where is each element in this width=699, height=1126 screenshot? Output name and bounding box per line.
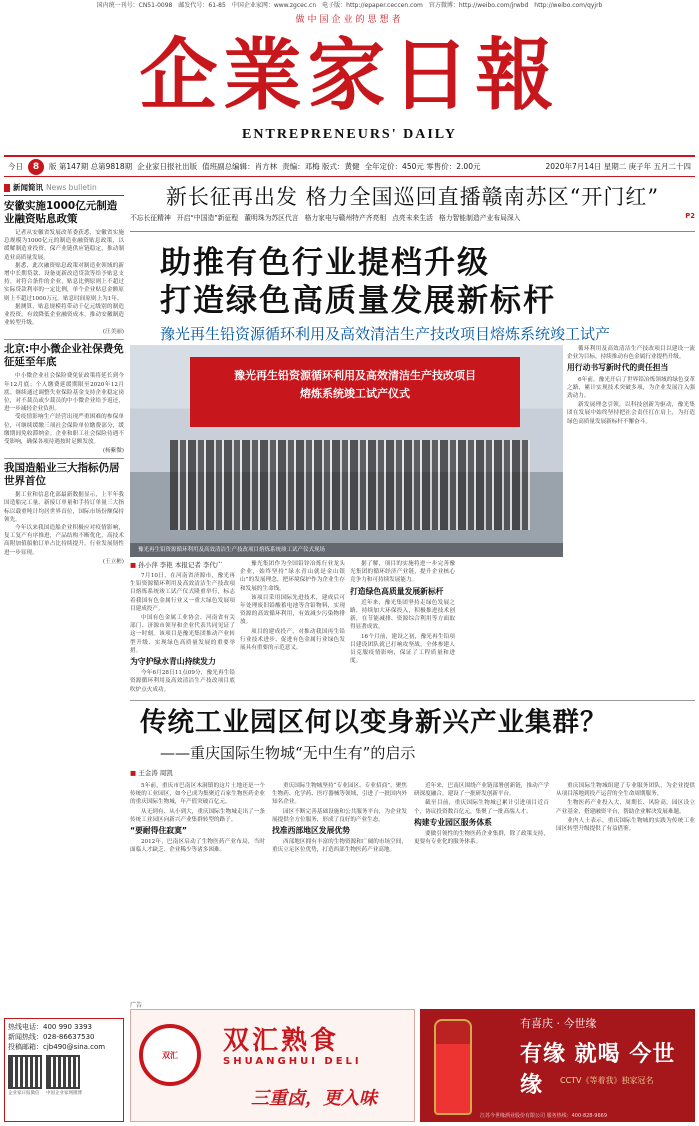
- byline-marker-icon: ■: [130, 561, 137, 569]
- brief-2-paragraph: 中小微企业社会保险费免征政策将延长到今年12月底；个人缴费延缓期限至2020年12月底。继续通过调整失业保险基金支持企业稳定岗位，对不裁员或少裁员的中小微企业给予返还，进一步减轻企业负担。: [4, 373, 124, 413]
- lead-column-3: [350, 560, 455, 698]
- tagline-item: 格力家电与赣州特产齐亮相: [304, 214, 387, 222]
- ad-tagline: 有喜庆 · 今世缘: [520, 1017, 597, 1030]
- paragraph: 重庆国际生物城坚持“专业园区、专业招商”，聚焦生物药、化学药、医疗器械等领域，引进了一批国内外知名企业。: [272, 783, 407, 806]
- paragraph: 重庆国际生物城组建了专业服务团队，为企业提供从项目落地到投产运营的全生命周期服务。: [556, 783, 695, 798]
- paragraph: 近年来，豫光集团坚持走绿色发展之路，持续加大环保投入，积极推进技术创新，在节能减排、资源综合利用等方面取得显著成效。: [350, 599, 455, 631]
- brief-1-paragraph: 记者从安徽省发展改革委获悉，安徽省实施总规模为1000亿元的制造业融资贴息政策，以缓解制造业投资、保产业链供应链稳定，推动制造业高质量发展。: [4, 230, 124, 261]
- paragraph: 16个月前，建设之初，豫光再生铅项目建设团队就已打响攻坚战，全体参建人员克服疫情影响，保证了工程质量和进度。: [350, 633, 455, 665]
- lead-photo: [130, 345, 563, 557]
- hotline-text: 热线电话：400 990 3393: [8, 1023, 92, 1031]
- lead-headline-line: 打造绿色高质量发展新标杆: [160, 283, 556, 319]
- newspaper-logo: 企業家日報: [139, 30, 560, 121]
- section-marker-icon: [4, 184, 10, 192]
- ad-brand-pinyin: SHUANGHUI DELI: [223, 1056, 362, 1067]
- paragraph: 6年前，豫光开启了世界铅冶炼领域的绿色变革之路，累计实现技术突破多项，为企业发展注入强劲动力。: [567, 376, 695, 400]
- ad-slogan: 三重卤，更入味: [251, 1088, 377, 1109]
- editors: 责编：邓梅 版式：黄健: [282, 162, 360, 171]
- story2-byline: [130, 768, 173, 777]
- lead-subtitle: 豫光再生铅资源循环利用及高效清洁生产技改项目熔炼系统竣工试产: [160, 325, 611, 343]
- paragraph: 豫光集团作为全国铅锌冶炼行业龙头企业，始终坚持“绿水青山就是金山银山”的发展理念，把环境保护作为企业生存和发展的生命线。: [240, 561, 345, 592]
- tagline-item: 不忘长征精神: [130, 214, 171, 222]
- shuanghui-ad[interactable]: [130, 1009, 415, 1122]
- page-count-badge: 8: [28, 159, 44, 175]
- brief-2-title[interactable]: 北京:中小微企业社保费免征延至年底: [4, 343, 124, 369]
- weibo-link-2[interactable]: http://weibo.com/qyjrb: [534, 2, 603, 9]
- duty-editor: 值班副总编辑：肖方林: [202, 162, 278, 171]
- jinshiyuan-ad[interactable]: [420, 1009, 695, 1122]
- contact-box: [4, 1018, 124, 1122]
- brief-1-title[interactable]: 安徽实施1000亿元制造业融资贴息政策: [4, 200, 118, 225]
- paragraph: 生物医药产业投入大、周期长、风险高，园区设立产业基金，搭建融资平台，帮助企业解决发展难题。: [556, 800, 695, 815]
- qr-caption: 企业家日报微信: [8, 1091, 40, 1096]
- stage-banner-line: 熔炼系统竣工试产仪式: [300, 387, 410, 400]
- qr-block: [46, 1055, 82, 1097]
- ad-fine-print: 江苏今世缘酒业股份有限公司 服务热线：400-828-9669: [480, 1113, 608, 1119]
- issue-number: 版 第147期 总第9818期: [49, 162, 133, 171]
- paragraph: 业内人士表示，重庆国际生物城的实践为传统工业园区转型升级提供了有益借鉴。: [556, 817, 695, 833]
- weibo-link[interactable]: 官方微博：http://weibo.com/jrwbd: [428, 2, 529, 9]
- brief-1-paragraph: 据测算，贴息规模将带动千亿元级别的制造业投资，有效降低企业融资成本，推动安徽制造业转型升级。: [4, 303, 124, 327]
- byline-marker-icon: ■: [130, 769, 137, 777]
- issn-text: 国内统一刊号：CN51-0098: [96, 2, 173, 9]
- paragraph: 该项目采用国际先进技术，建成后可年处理废旧铅酸蓄电池等含铅物料，实现资源的高效循环利用，有效减少污染物排放。: [240, 594, 345, 626]
- page-reference[interactable]: P2: [685, 212, 695, 220]
- ad-main-slogan: 有缘 就喝 今世缘: [520, 1042, 676, 1098]
- paragraph: 截至目前，重庆国际生物城已累计引进项目近百个，协议投资数百亿元，集聚了一批高端人才。: [414, 800, 549, 815]
- story2-column-2: [272, 782, 407, 997]
- paragraph: 园区不断完善基础设施和公共服务平台，为企业发展提供全方位服务，形成了良好的产业生态。: [272, 808, 407, 823]
- story2-subtitle: ——重庆国际生物城“无中生有”的启示: [160, 744, 416, 762]
- masthead-slogan: 做中国企业的思想者: [295, 15, 404, 25]
- tagline-item: 格力智能制造产业布局深入: [438, 214, 521, 222]
- section-header: [4, 182, 124, 196]
- story2-headline[interactable]: 传统工业园区何以变身新兴产业集群？: [140, 707, 608, 738]
- story2-column-1: [130, 782, 265, 997]
- pig-logo-icon: 双汇: [139, 1024, 201, 1086]
- qr-caption: 中国企业家网微博: [46, 1091, 82, 1096]
- subheading: 打造绿色高质量发展新标杆: [350, 586, 444, 596]
- brief-2-paragraph: 受疫情影响生产经营出现严重困难的参保单位，可继续缓缴三项社会保险单位缴费部分，缓缴期间免收滞纳金。企业和职工社会保险待遇不受影响，确保各项待遇按时足额发放。: [4, 414, 124, 446]
- ad-label: 广告: [130, 1002, 143, 1009]
- qr-code-icon[interactable]: [8, 1055, 42, 1089]
- qr-code-row: [8, 1055, 120, 1097]
- brief-3-paragraph: 据工业和信息化部最新数据显示，上半年我国造船完工量、新接订单量和手持订单量三大指标以载重吨计均居世界首位，国际市场份额保持领先。: [4, 492, 124, 523]
- paragraph: 项目的建成投产，对推动我国再生铅行业技术进步、促进有色金属行业绿色发展具有重要的示范意义。: [240, 628, 345, 652]
- ad-brand-name: 双汇熟食: [223, 1026, 340, 1056]
- postal-code-text: 邮发代号：61-85: [178, 2, 226, 9]
- subheading: 为守护绿水青山持续发力: [130, 657, 216, 667]
- qr-block: [8, 1055, 42, 1097]
- subheading: 构建专业园区服务体系: [414, 817, 492, 827]
- paragraph: 5年前，重庆市巴南区木洞镇的这片土地还是一个传统的工业园区，如今已成为集聚近百家生物医药企业的重庆国际生物城，年产值突破百亿元。: [130, 783, 265, 806]
- lead-headline-line: 助推有色行业提档升级: [160, 245, 490, 281]
- brief-1-author: (汪美丽): [102, 329, 124, 336]
- news-bulletin-column: [4, 182, 124, 1018]
- subheading: 找准西部地区发展优势: [272, 826, 350, 836]
- paragraph: 要做引领性的生物医药企业集群，除了政策支持，更要有专业化的服务体系。: [414, 831, 549, 846]
- lead-column-4: [567, 345, 695, 698]
- paragraph: 据了解，项目的实施将进一步完善豫光集团的循环经济产业链，提升企业核心竞争力和可持续发展能力。: [350, 561, 455, 584]
- paragraph: 循环利用及高效清洁生产技改项目以建设一流企业为目标，持续推动有色金属行业提档升级。: [567, 346, 695, 361]
- brief-1-paragraph: 据悉，此次融资贴息政策对制造业领域的新增中长期贷款、设备更新改造贷款等给予贴息支持。对符合条件的企业，贴息比例原则上不超过实际贷款利率的一定比例，单个企业贴息金额原则上不超过1000万元。贴息时间原则上为1年。: [4, 262, 124, 302]
- email-link[interactable]: 投稿邮箱：cjb490@sina.com: [8, 1043, 106, 1051]
- photo-crowd: [170, 440, 530, 530]
- issue-info-bar: [4, 155, 695, 177]
- subheading: “要耐得住寂寞”: [130, 826, 188, 836]
- photo-caption: 豫光再生铅资源循环利用及高效清洁生产技改项目熔炼系统竣工试产仪式现场: [130, 543, 563, 557]
- section-title-english: News bulletin: [46, 183, 97, 192]
- tagline-item: 开启“中国造”新征程: [176, 214, 239, 222]
- photo-stage-banner: [190, 357, 520, 427]
- paragraph: 7月10日，在河南省济源市，豫光再生铅资源循环利用及高效清洁生产技改项目熔炼系统竣工试产仪式隆重举行，标志着我国有色金属行业又一重大绿色发展项目建成投产。: [130, 573, 235, 612]
- paragraph: 中国有色金属工业协会、河南省有关部门、济源市领导和企业代表共同见证了这一时刻。该项目是豫光集团推动产业转型升级、实现绿色高质量发展的重要举措。: [130, 615, 235, 654]
- epaper-link[interactable]: 电子版：http://epaper.ceccen.com: [322, 2, 423, 9]
- subheading: 用行动书写新时代的责任担当: [567, 363, 669, 373]
- story2-column-4: [556, 782, 695, 997]
- byline-text: 王金涛 周凯: [138, 769, 173, 777]
- tagline-item: 点亮未来生活: [392, 214, 433, 222]
- lead-column-2: [240, 560, 345, 698]
- paragraph: 新发展理念引领，以科技创新为驱动，豫光集团在发展中始终坚持把社会责任扛在肩上，为打造绿色高质量发展新标杆不懈奋斗。: [567, 402, 695, 425]
- banner-headline[interactable]: 新长征再出发 格力全国巡回直播赣南苏区“开门红”: [165, 185, 660, 209]
- liquor-bottle-icon: [434, 1019, 472, 1115]
- paragraph: 2012年，巴南区启动了生物医药产业布局，当时面临人才缺乏、企业稀少等诸多困难。: [130, 839, 265, 854]
- story2-column-3: [414, 782, 549, 997]
- tagline-item: 董明珠为苏区代言: [244, 214, 299, 222]
- newsline-text: 新闻热线：028-86637530: [8, 1033, 95, 1041]
- issue-date: 2020年7月14日 星期二 庚子年 五月二十四: [545, 162, 691, 171]
- section-divider: [130, 700, 695, 701]
- publisher: 企业家日报社出版: [137, 162, 198, 171]
- ad-sponsor-text: CCTV《等着我》独家冠名: [560, 1076, 654, 1085]
- qr-code-icon[interactable]: [46, 1055, 80, 1089]
- divider: [4, 339, 124, 340]
- today-label: 今日: [8, 162, 23, 171]
- lead-headline[interactable]: [130, 244, 695, 320]
- paragraph: 今年6月28日11点09分，豫光再生铅资源循环利用及高效清洁生产技改项目底吹炉点火成功。: [130, 670, 235, 693]
- stage-banner-line: 豫光再生铅资源循环利用及高效清洁生产技改项目: [234, 369, 476, 382]
- brief-3-author: (王立彬): [102, 558, 124, 565]
- top-banner: [130, 182, 695, 232]
- paragraph: 近年来，巴南区围绕产业链部署创新链，推动产学研深度融合，建设了一批研发创新平台。: [414, 783, 549, 798]
- paragraph: 西部地区拥有丰富的生物资源和广阔的市场空间，重庆立足区位优势，打造西部生物医药产业高地。: [272, 839, 407, 854]
- newspaper-logo-english: ENTREPRENEURS' DAILY: [242, 127, 457, 142]
- banner-taglines: [130, 212, 695, 222]
- website-link[interactable]: 中国企业家网：www.zgcec.cn: [231, 2, 317, 9]
- brief-2-author: (杨紫微): [102, 448, 124, 455]
- section-title: 新闻简讯: [13, 183, 43, 192]
- brief-3-title[interactable]: 我国造船业三大指标仍居世界首位: [4, 462, 120, 488]
- divider: [4, 458, 124, 459]
- byline-text: 孙小萍 李艳 本报记者 李代广: [138, 561, 223, 569]
- price: 全年定价：450元 零售价：2.00元: [364, 162, 481, 171]
- lead-column-1: [130, 572, 235, 698]
- top-info-strip: [0, 0, 699, 11]
- brief-3-paragraph: 今年以来我国造船企业积极应对疫情影响，复工复产有序推进，产品结构不断优化，高技术高附加值船舶订单占比持续提升，行业发展韧性进一步显现。: [4, 525, 124, 556]
- paragraph: 从无到有、从小到大，重庆国际生物城走出了一条传统工业园区向新兴产业集群转型的路子。: [130, 808, 265, 823]
- lead-byline: [130, 560, 222, 569]
